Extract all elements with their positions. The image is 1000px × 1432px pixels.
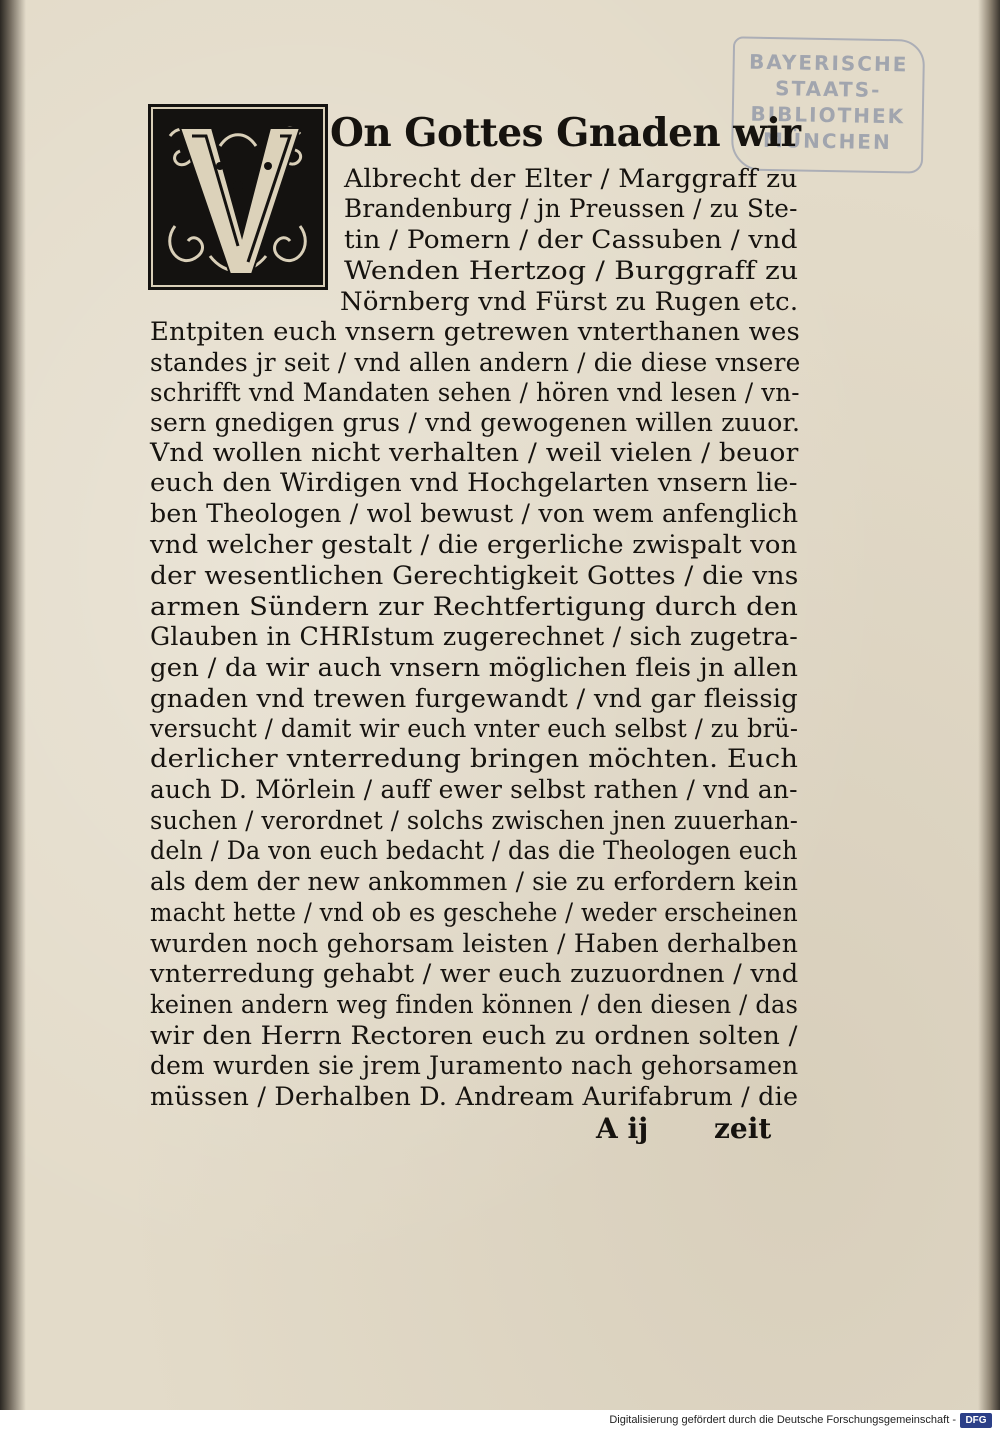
stamp-line: BIBLIOTHEK <box>750 101 906 129</box>
signature-mark: A ij <box>596 1112 649 1145</box>
text-line: standes jr seit / vnd allen andern / die diese vnsere <box>150 348 801 377</box>
text-line: macht hette / vnd ob es geschehe / weder erscheinen <box>150 898 798 927</box>
text-line: Brandenburg / jn Preussen / zu Ste- <box>344 194 798 223</box>
text-line: müssen / Derhalben D. Andream Aurifabrum / die <box>150 1082 799 1111</box>
text-line: euch den Wirdigen vnd Hochgelarten vnsern lie- <box>150 468 798 497</box>
text-line: Entpiten euch vnsern getrewen vnterthanen wes <box>150 317 800 346</box>
text-line: versucht / damit wir euch vnter euch selbst / zu brü- <box>150 714 799 743</box>
text-line: Wenden Hertzog / Burggraff zu <box>344 256 799 285</box>
text-line: vnterredung gehabt / wer euch zuzuordnen / vnd <box>150 959 799 988</box>
text-line: wurden noch gehorsam leisten / Haben derhalben <box>150 929 799 958</box>
text-line: wir den Herrn Rectoren euch zu ordnen solten / <box>150 1021 798 1050</box>
text-line: On Gottes Gnaden wir <box>330 110 801 156</box>
text-line: suchen / verordnet / solchs zwischen jnen zuuerhan- <box>150 806 799 835</box>
text-line: Vnd wollen nicht verhalten / weil vielen / beuor <box>150 438 799 467</box>
text-line: gen / da wir auch vnsern möglichen fleis jn allen <box>150 653 799 682</box>
text-line: als dem der new ankommen / sie zu erfordern kein <box>150 867 799 896</box>
text-line: Nörnberg vnd Fürst zu Rugen etc. <box>340 287 799 316</box>
text-line: sern gnedigen grus / vnd gewogenen willen zuuor. <box>150 408 801 437</box>
text-line: ben Theologen / wol bewust / von wem anfenglich <box>150 499 799 528</box>
text-line: keinen andern weg finden können / den diesen / das <box>150 990 799 1019</box>
stamp-line: BAYERISCHE <box>748 49 909 77</box>
funding-credit: Digitalisierung gefördert durch die Deutsche Forschungsgemeinschaft - <box>609 1414 956 1426</box>
text-line: deln / Da von euch bedacht / das die Theologen euch <box>150 836 798 865</box>
text-line: auch D. Mörlein / auff ewer selbst rathen / vnd an- <box>150 775 798 804</box>
text-line: armen Sündern zur Rechtfertigung durch den <box>150 592 799 621</box>
text-line: Glauben in CHRIstum zugerechnet / sich zugetra- <box>150 622 798 651</box>
dfg-logo: DFG <box>960 1413 992 1428</box>
text-line: dem wurden sie jrem Juramento nach gehorsamen <box>150 1051 799 1080</box>
catchword: zeit <box>714 1112 772 1145</box>
text-line: der wesentlichen Gerechtigkeit Gottes / die vns <box>150 561 799 590</box>
text-line: derlicher vnterredung bringen möchten. Euch <box>150 744 799 773</box>
stamp-line: MÜNCHEN <box>762 127 892 155</box>
text-line: schrifft vnd Mandaten sehen / hören vnd lesen / vn- <box>150 378 800 407</box>
text-line: vnd welcher gestalt / die ergerliche zwispalt von <box>150 530 798 559</box>
stamp-line: STAATS- <box>774 76 882 102</box>
text-line: gnaden vnd trewen furgewandt / vnd gar fleissig <box>150 684 798 713</box>
text-line: tin / Pomern / der Cassuben / vnd <box>344 225 798 254</box>
text-line: Albrecht der Elter / Marggraff zu <box>344 164 798 193</box>
